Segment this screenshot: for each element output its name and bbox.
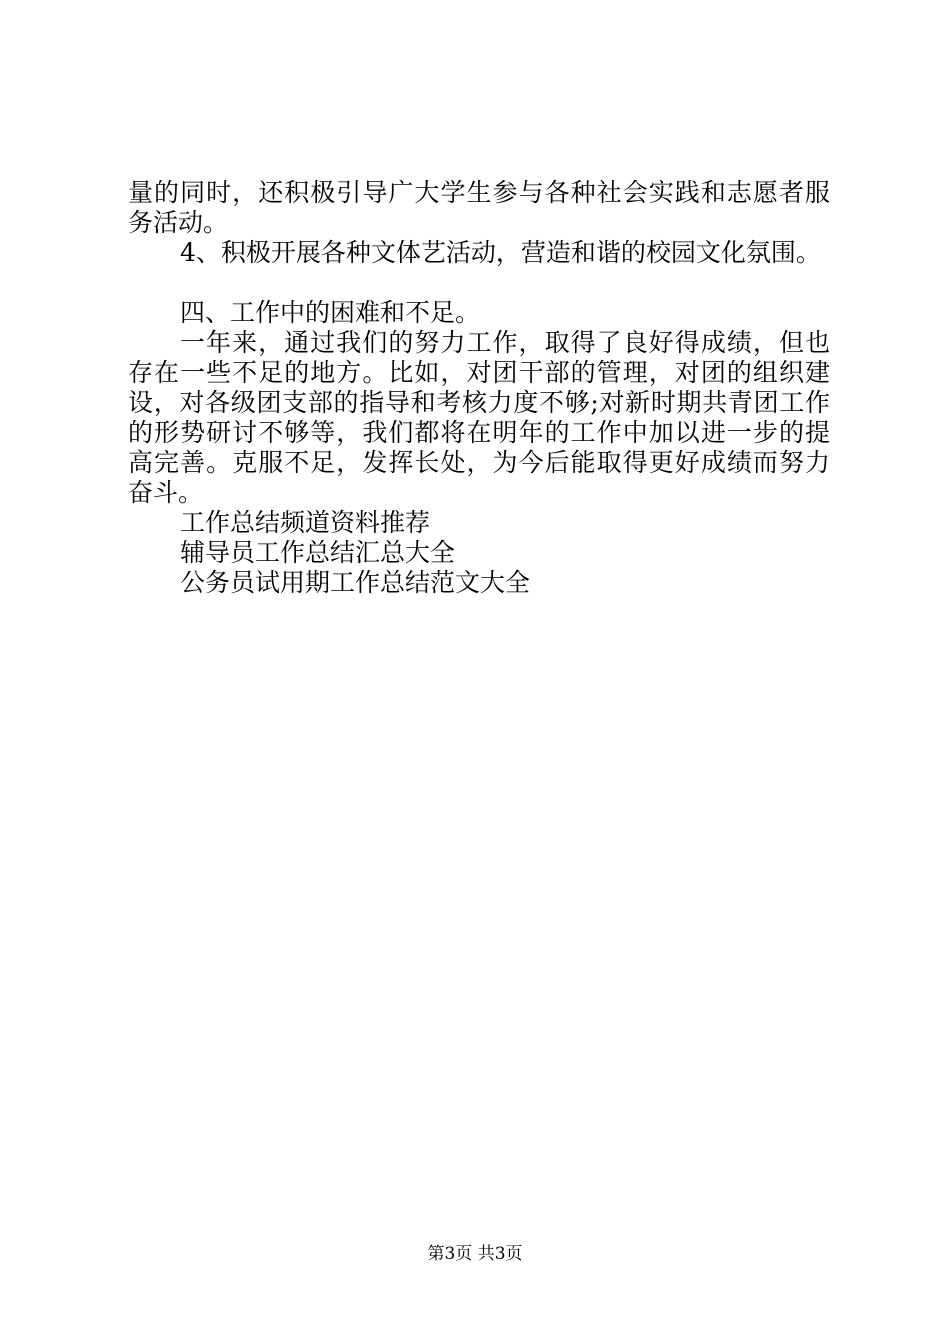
paragraph-line: 存在一些不足的地方。比如，对团干部的管理，对团的组织建 [128, 358, 830, 387]
paragraph-line: 4、积极开展各种文体艺活动，营造和谐的校园文化氛围。 [180, 238, 821, 267]
page-footer: 第3页 共3页 [427, 1244, 523, 1264]
recommend-link[interactable]: 公务员试用期工作总结范文大全 [180, 568, 531, 597]
paragraph-line: 高完善。克服不足，发挥长处，为今后能取得更好成绩而努力 [128, 448, 830, 477]
paragraph-line: 的形势研讨不够等，我们都将在明年的工作中加以进一步的提 [128, 418, 830, 447]
recommend-link[interactable]: 辅导员工作总结汇总大全 [180, 538, 456, 567]
paragraph-line: 奋斗。 [128, 478, 204, 507]
paragraph-line: 务活动。 [128, 208, 229, 237]
paragraph-line: 一年来，通过我们的努力工作，取得了良好得成绩，但也 [180, 328, 830, 357]
paragraph-line: 设，对各级团支部的指导和考核力度不够;对新时期共青团工作 [128, 388, 830, 417]
section-heading: 四、工作中的困难和不足。 [180, 298, 481, 327]
recommend-link[interactable]: 工作总结频道资料推荐 [180, 508, 431, 537]
paragraph-line: 量的同时，还积极引导广大学生参与各种社会实践和志愿者服 [128, 178, 830, 207]
